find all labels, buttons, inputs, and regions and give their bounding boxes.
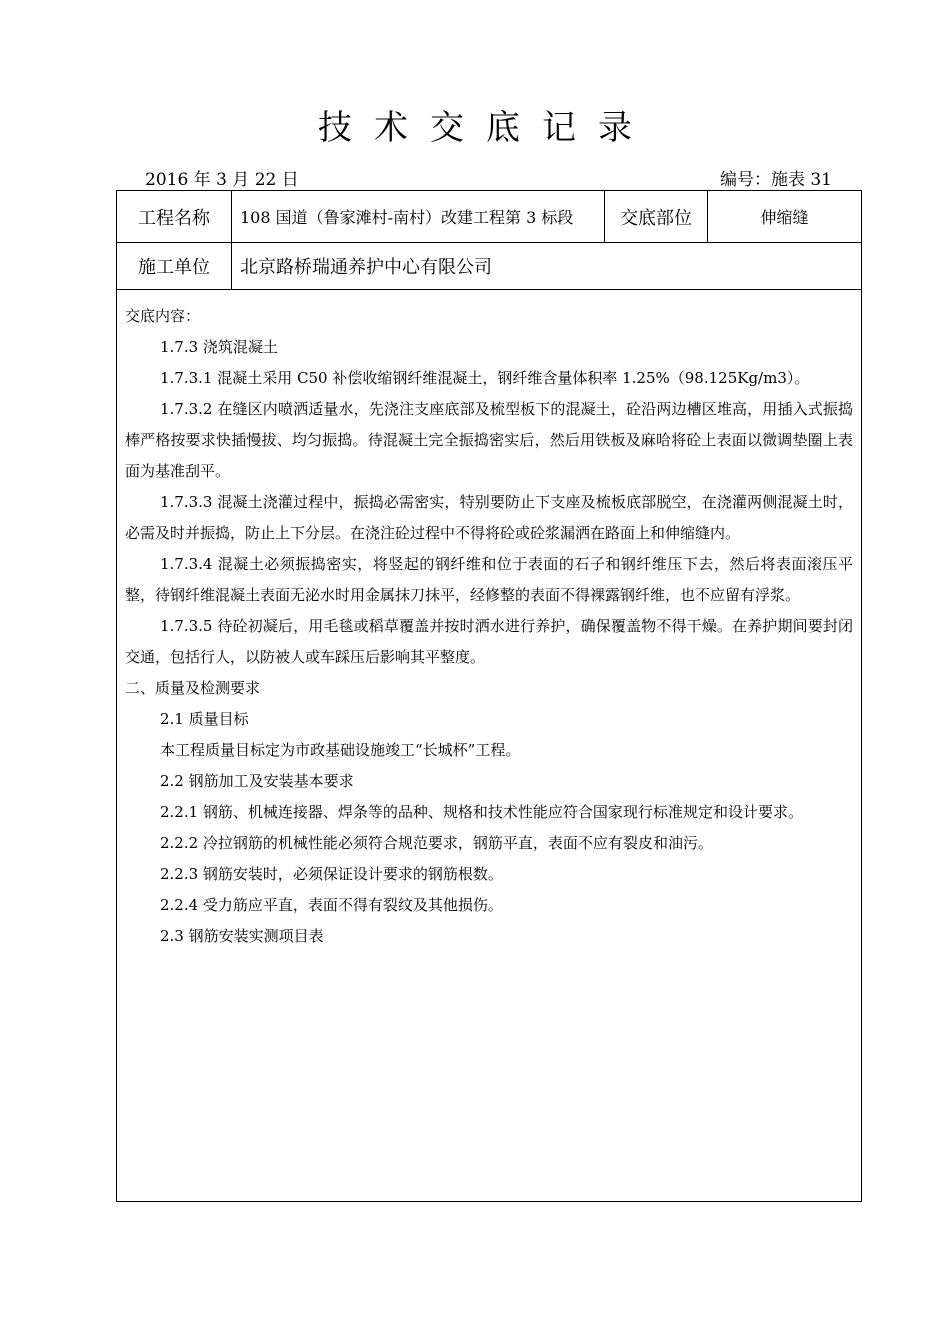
paragraph: 2.2.3 钢筋安装时，必须保证设计要求的钢筋根数。 (160, 865, 503, 883)
record-form (116, 190, 862, 1202)
paragraph: 2.3 钢筋安装实测项目表 (160, 927, 324, 945)
paragraph: 1.7.3.5 待砼初凝后，用毛毯或稻草覆盖并按时洒水进行养护，确保覆盖物不得干燥。在养护期间要封闭交通，包括行人，以防被人或车踩压后影响其平整度。 (125, 617, 853, 666)
document-title: 技术交底记录 (318, 108, 654, 148)
paragraph: 2.2.2 冷拉钢筋的机械性能必须符合规范要求，钢筋平直，表面不应有裂皮和油污。 (160, 834, 713, 852)
paragraph: 1.7.3.2 在缝区内喷洒适量水，先浇注支座底部及梳型板下的混凝土，砼沿两边槽区堆高，用插入式振捣棒严格按要求快插慢拔、均匀振捣。待混凝土完全振捣密实后，然后用铁板及麻哈将砼上表面以微调垫圈上表面为基准刮平。 (125, 400, 853, 480)
contractor-value: 北京路桥瑞通养护中心有限公司 (240, 256, 492, 278)
paragraph: 2.1 质量目标 (160, 710, 249, 728)
form-code: 编号：施表 31 (719, 170, 832, 190)
paragraph: 1.7.3.3 混凝土浇灌过程中，振捣必需密实，特别要防止下支座及梳板底部脱空，在浇灌两侧混凝土时，必需及时并振捣，防止上下分层。在浇注砼过程中不得将砼或砼浆漏洒在路面上和伸缩缝内。 (125, 493, 853, 542)
paragraph: 1.7.3 浇筑混凝土 (160, 338, 278, 356)
section-heading: 二、质量及检测要求 (125, 679, 261, 697)
contractor-label: 施工单位 (117, 242, 232, 289)
paragraph: 1.7.3.1 混凝土采用 C50 补偿收缩钢纤维混凝土，钢纤维含量体积率 1.25%（98.125Kg/m3）。 (160, 369, 810, 387)
briefing-content (117, 290, 861, 952)
project-name-value: 108 国道（鲁家滩村-南村）改建工程第 3 标段 (232, 191, 605, 242)
content-heading: 交底内容： (125, 307, 201, 325)
location-value: 伸缩缝 (760, 208, 809, 227)
location-label: 交底部位 (605, 191, 708, 242)
paragraph: 2.2 钢筋加工及安装基本要求 (160, 772, 354, 790)
date-text: 2016 年 3 月 22 日 (145, 170, 299, 190)
paragraph: 2.2.1 钢筋、机械连接器、焊条等的品种、规格和技术性能应符合国家现行标准规定和设计要求。 (160, 803, 803, 821)
project-row (117, 191, 861, 243)
paragraph: 本工程质量目标定为市政基础设施竣工“长城杯”工程。 (160, 741, 521, 759)
paragraph: 1.7.3.4 混凝土必须振捣密实，将竖起的钢纤维和位于表面的石子和钢纤维压下去，然后将表面滚压平整，待钢纤维混凝土表面无泌水时用金属抹刀抹平，经修整的表面不得裸露钢纤维，也不应留有浮浆。 (125, 555, 853, 604)
paragraph: 2.2.4 受力筋应平直，表面不得有裂纹及其他损伤。 (160, 896, 503, 914)
contractor-row (117, 242, 861, 290)
project-name-label: 工程名称 (117, 191, 232, 242)
